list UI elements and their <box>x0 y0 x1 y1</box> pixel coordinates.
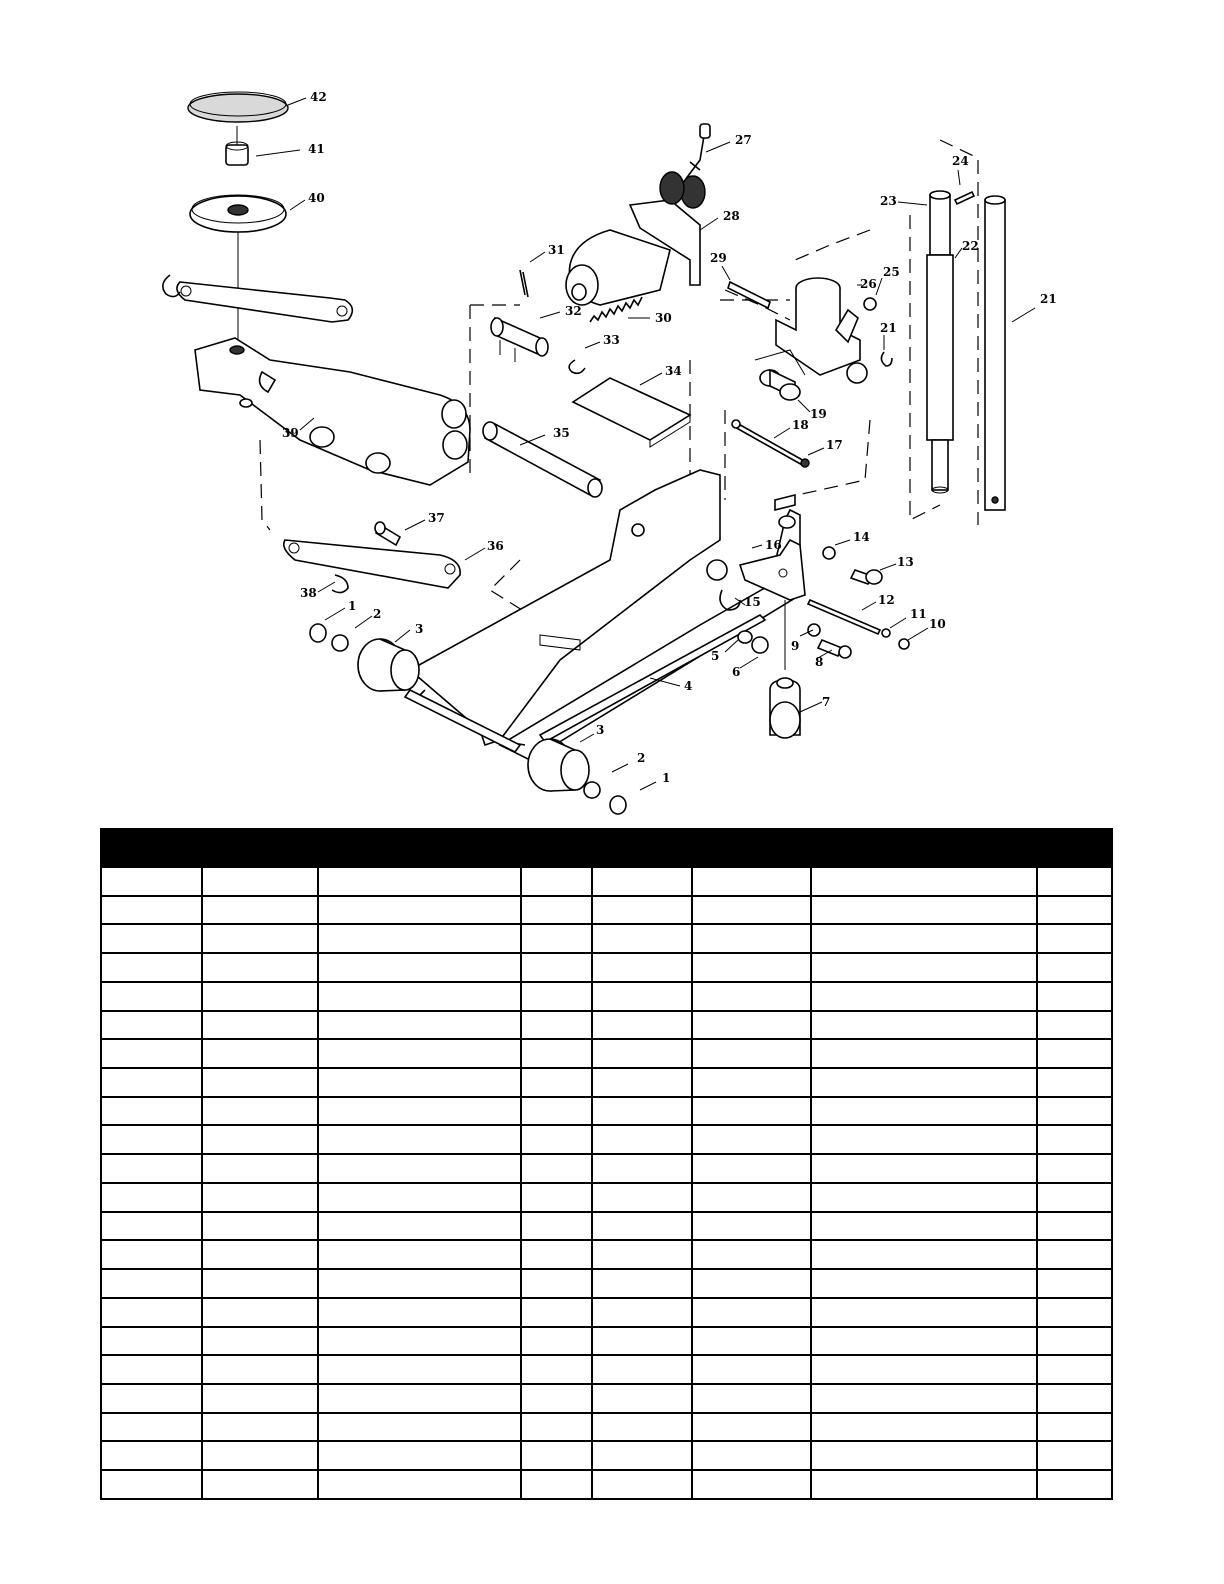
callout-8: 8 <box>815 655 824 669</box>
table-cell <box>811 1097 1037 1126</box>
table-cell <box>1037 1097 1112 1126</box>
callout-1-top: 1 <box>348 599 357 613</box>
table-cell <box>318 1097 521 1126</box>
table-cell <box>202 867 318 896</box>
table-cell <box>202 1384 318 1413</box>
table-cell <box>592 1384 692 1413</box>
callout-9: 9 <box>791 639 800 653</box>
callout-11: 11 <box>910 607 927 621</box>
table-cell <box>692 1470 811 1499</box>
ram-pin <box>955 192 974 204</box>
table-cell <box>1037 1441 1112 1470</box>
table-cell <box>592 1355 692 1384</box>
table-cell <box>202 982 318 1011</box>
table-cell <box>692 1298 811 1327</box>
table-row <box>101 1327 1112 1356</box>
table-cell <box>318 1413 521 1442</box>
callout-18: 18 <box>792 418 809 432</box>
table-cell <box>318 1011 521 1040</box>
upper-link-arm <box>163 275 353 322</box>
callout-14: 14 <box>853 530 870 544</box>
table-cell <box>318 1240 521 1269</box>
saddle-pad <box>188 92 288 122</box>
callout-29: 29 <box>710 251 727 265</box>
table-cell <box>101 924 202 953</box>
table-cell <box>101 1355 202 1384</box>
table-cell <box>521 1470 592 1499</box>
table-cell <box>318 982 521 1011</box>
table-cell <box>692 1441 811 1470</box>
table-header-cell <box>101 829 1112 867</box>
valve-cap <box>801 459 809 467</box>
callout-34: 34 <box>665 364 682 378</box>
table-cell <box>1037 1154 1112 1183</box>
table-row <box>101 1125 1112 1154</box>
callout-1-bottom: 1 <box>662 771 671 785</box>
table-cell <box>318 896 521 925</box>
callout-27: 27 <box>735 133 752 147</box>
callout-36: 36 <box>487 539 504 553</box>
callout-6: 6 <box>732 665 741 679</box>
table-cell <box>811 953 1037 982</box>
table-cell <box>1037 953 1112 982</box>
table-cell <box>811 1183 1037 1212</box>
callout-40: 40 <box>308 191 325 205</box>
table-row <box>101 1154 1112 1183</box>
table-cell <box>592 867 692 896</box>
callout-25: 25 <box>883 265 900 279</box>
seal-ring <box>864 298 876 310</box>
callout-5: 5 <box>711 649 720 663</box>
table-cell <box>521 896 592 925</box>
table-cell <box>318 1183 521 1212</box>
table-cell <box>692 1327 811 1356</box>
table-cell <box>592 1298 692 1327</box>
table-cell <box>692 953 811 982</box>
table-cell <box>202 1011 318 1040</box>
table-cell <box>101 1125 202 1154</box>
hardware-bolts <box>808 570 909 658</box>
table-cell <box>1037 1039 1112 1068</box>
table-cell <box>811 896 1037 925</box>
table-cell <box>101 867 202 896</box>
table-cell <box>811 1298 1037 1327</box>
callout-3-bottom: 3 <box>596 723 605 737</box>
table-header-bar <box>101 829 1112 867</box>
table-cell <box>202 1355 318 1384</box>
table-cell <box>101 982 202 1011</box>
table-cell <box>811 1068 1037 1097</box>
table-cell <box>318 1269 521 1298</box>
table-cell <box>692 1097 811 1126</box>
table-cell <box>692 982 811 1011</box>
table-cell <box>592 1183 692 1212</box>
link-bolt <box>375 522 400 545</box>
table-cell <box>811 1269 1037 1298</box>
table-cell <box>692 1154 811 1183</box>
table-cell <box>811 867 1037 896</box>
table-cell <box>1037 1298 1112 1327</box>
callout-17: 17 <box>826 438 843 452</box>
table-cell <box>592 1441 692 1470</box>
table-cell <box>592 1470 692 1499</box>
handle-tube <box>985 196 1005 510</box>
callout-22: 22 <box>962 239 979 253</box>
callout-24: 23 <box>880 194 897 208</box>
table-cell <box>318 1298 521 1327</box>
table-cell <box>811 1355 1037 1384</box>
callout-37: 37 <box>428 511 445 525</box>
table-cell <box>521 1441 592 1470</box>
table-cell <box>202 1154 318 1183</box>
table-cell <box>692 1011 811 1040</box>
table-cell <box>692 1413 811 1442</box>
table-cell <box>202 1240 318 1269</box>
table-cell <box>811 1470 1037 1499</box>
table-row <box>101 953 1112 982</box>
table-cell <box>1037 1183 1112 1212</box>
table-cell <box>202 1269 318 1298</box>
table-cell <box>318 1039 521 1068</box>
table-cell <box>692 1212 811 1241</box>
table-cell <box>811 1240 1037 1269</box>
table-cell <box>318 867 521 896</box>
table-cell <box>1037 1125 1112 1154</box>
table-cell <box>101 1097 202 1126</box>
callout-30: 30 <box>655 311 672 325</box>
table-cell <box>101 1154 202 1183</box>
table-cell <box>811 1011 1037 1040</box>
table-cell <box>318 1384 521 1413</box>
saddle-screw <box>226 126 248 165</box>
table-cell <box>521 1355 592 1384</box>
table-cell <box>521 1384 592 1413</box>
table-cell <box>318 953 521 982</box>
table-cell <box>521 1068 592 1097</box>
callout-3-top: 3 <box>415 622 424 636</box>
table-row <box>101 1240 1112 1269</box>
callout-4: 4 <box>684 679 693 693</box>
table-cell <box>1037 1384 1112 1413</box>
table-row <box>101 1011 1112 1040</box>
table-row <box>101 1183 1112 1212</box>
table-row <box>101 896 1112 925</box>
callout-21: 21 <box>1040 292 1057 306</box>
table-cell <box>101 953 202 982</box>
callout-20: 21 <box>880 321 897 335</box>
callout-2-bottom: 2 <box>637 751 646 765</box>
table-cell <box>592 896 692 925</box>
table-cell <box>692 1355 811 1384</box>
cylinder-base <box>776 278 867 383</box>
table-cell <box>101 1011 202 1040</box>
table-row <box>101 1441 1112 1470</box>
callout-7: 7 <box>822 695 831 709</box>
lower-link <box>284 540 460 593</box>
table-cell <box>101 1068 202 1097</box>
table-cell <box>202 896 318 925</box>
table-row <box>101 1039 1112 1068</box>
table-cell <box>202 953 318 982</box>
table-cell <box>202 1068 318 1097</box>
table-cell <box>318 1441 521 1470</box>
table-cell <box>101 1240 202 1269</box>
table-cell <box>318 1212 521 1241</box>
saddle <box>190 195 286 345</box>
table-cell <box>811 1154 1037 1183</box>
table-cell <box>1037 1011 1112 1040</box>
side-snap-ring <box>881 352 892 366</box>
table-cell <box>592 1068 692 1097</box>
table-cell <box>592 924 692 953</box>
table-cell <box>811 1413 1037 1442</box>
callout-23: 24 <box>952 154 969 168</box>
pump-body <box>566 172 705 305</box>
table-cell <box>101 1413 202 1442</box>
table-cell <box>521 1327 592 1356</box>
table-cell <box>521 1298 592 1327</box>
table-cell <box>521 1097 592 1126</box>
table-cell <box>521 1269 592 1298</box>
pump-pin <box>728 282 770 308</box>
table-cell <box>592 1039 692 1068</box>
table-cell <box>202 1039 318 1068</box>
table-body <box>101 867 1112 1499</box>
callout-35: 35 <box>553 426 570 440</box>
table-cell <box>592 1327 692 1356</box>
table-row <box>101 867 1112 896</box>
table-cell <box>692 1068 811 1097</box>
table-cell <box>101 896 202 925</box>
table-cell <box>202 1097 318 1126</box>
table-cell <box>101 1269 202 1298</box>
lift-arm <box>195 338 470 485</box>
table-row <box>101 1068 1112 1097</box>
table-cell <box>592 1125 692 1154</box>
table-cell <box>202 1413 318 1442</box>
table-cell <box>521 1240 592 1269</box>
pump-piston <box>491 318 548 362</box>
table-row <box>101 1355 1112 1384</box>
callout-10: 10 <box>929 617 946 631</box>
table-cell <box>592 1212 692 1241</box>
table-cell <box>692 1125 811 1154</box>
table-cell <box>101 1327 202 1356</box>
table-cell <box>1037 1470 1112 1499</box>
cotter-pin <box>520 270 528 297</box>
table-cell <box>101 1039 202 1068</box>
table-cell <box>1037 924 1112 953</box>
table-cell <box>592 1011 692 1040</box>
table-cell <box>202 1125 318 1154</box>
table-cell <box>521 953 592 982</box>
callout-32: 32 <box>565 304 582 318</box>
callout-19: 19 <box>810 407 827 421</box>
table-row <box>101 1298 1112 1327</box>
table-cell <box>318 1068 521 1097</box>
table-cell <box>101 1441 202 1470</box>
table-cell <box>692 1384 811 1413</box>
callout-42: 42 <box>310 90 327 104</box>
table-cell <box>592 982 692 1011</box>
table-cell <box>318 1125 521 1154</box>
snap-ring <box>569 360 585 373</box>
table-cell <box>521 1125 592 1154</box>
table-cell <box>811 1384 1037 1413</box>
jack-frame <box>410 470 800 760</box>
table-cell <box>521 1212 592 1241</box>
table-cell <box>521 1039 592 1068</box>
table-cell <box>1037 982 1112 1011</box>
table-cell <box>521 1154 592 1183</box>
table-cell <box>1037 1413 1112 1442</box>
table-cell <box>692 1039 811 1068</box>
table-cell <box>521 1011 592 1040</box>
table-cell <box>318 1327 521 1356</box>
table-cell <box>592 1413 692 1442</box>
table-cell <box>692 1183 811 1212</box>
table-cell <box>811 1327 1037 1356</box>
table-cell <box>318 1355 521 1384</box>
table-row <box>101 1470 1112 1499</box>
callout-33: 33 <box>603 333 620 347</box>
table-cell <box>1037 896 1112 925</box>
table-cell <box>202 1327 318 1356</box>
table-cell <box>202 1298 318 1327</box>
callout-16: 16 <box>765 538 782 552</box>
table-cell <box>592 953 692 982</box>
table-cell <box>692 924 811 953</box>
table-cell <box>1037 1355 1112 1384</box>
cover-plate <box>573 378 690 447</box>
table-cell <box>1037 1240 1112 1269</box>
table-cell <box>202 1470 318 1499</box>
pivot-pin <box>483 422 602 497</box>
table-cell <box>1037 1327 1112 1356</box>
table-row <box>101 924 1112 953</box>
table-cell <box>1037 1269 1112 1298</box>
table-cell <box>811 1441 1037 1470</box>
table-row <box>101 1097 1112 1126</box>
table-cell <box>521 867 592 896</box>
table-cell <box>101 1298 202 1327</box>
callout-31: 31 <box>548 243 565 257</box>
table-cell <box>521 1183 592 1212</box>
table-cell <box>101 1470 202 1499</box>
table-cell <box>692 1240 811 1269</box>
table-cell <box>318 924 521 953</box>
table-cell <box>592 1269 692 1298</box>
table-cell <box>811 982 1037 1011</box>
table-cell <box>811 924 1037 953</box>
table-row <box>101 1384 1112 1413</box>
table-row <box>101 1413 1112 1442</box>
callout-26: 26 <box>860 277 877 291</box>
table-cell <box>1037 1068 1112 1097</box>
callout-13: 13 <box>897 555 914 569</box>
table-cell <box>202 1183 318 1212</box>
table-cell <box>202 924 318 953</box>
table-cell <box>101 1384 202 1413</box>
table-cell <box>692 867 811 896</box>
parts-list-table <box>100 828 1113 1500</box>
table-cell <box>521 982 592 1011</box>
table-cell <box>101 1183 202 1212</box>
callout-38: 38 <box>300 586 317 600</box>
table-cell <box>1037 1212 1112 1241</box>
table-cell <box>1037 867 1112 896</box>
table-cell <box>101 1212 202 1241</box>
callout-28: 28 <box>723 209 740 223</box>
table-cell <box>811 1212 1037 1241</box>
table-cell <box>318 1470 521 1499</box>
table-cell <box>592 1097 692 1126</box>
table-cell <box>318 1154 521 1183</box>
callout-12: 12 <box>878 593 895 607</box>
table-cell <box>692 896 811 925</box>
table-row <box>101 1212 1112 1241</box>
ram-cylinder <box>927 191 953 493</box>
table-cell <box>202 1212 318 1241</box>
table-cell <box>521 1413 592 1442</box>
callout-41: 41 <box>308 142 325 156</box>
table-row <box>101 1269 1112 1298</box>
table-cell <box>202 1441 318 1470</box>
callout-15: 15 <box>744 595 761 609</box>
caster-wheel <box>770 600 800 738</box>
table-row <box>101 982 1112 1011</box>
callout-39: 39 <box>282 426 299 440</box>
table-cell <box>811 1125 1037 1154</box>
callout-2-top: 2 <box>373 607 382 621</box>
table-cell <box>692 1269 811 1298</box>
table-cell <box>811 1039 1037 1068</box>
table-cell <box>521 924 592 953</box>
table-cell <box>592 1240 692 1269</box>
table-cell <box>592 1154 692 1183</box>
